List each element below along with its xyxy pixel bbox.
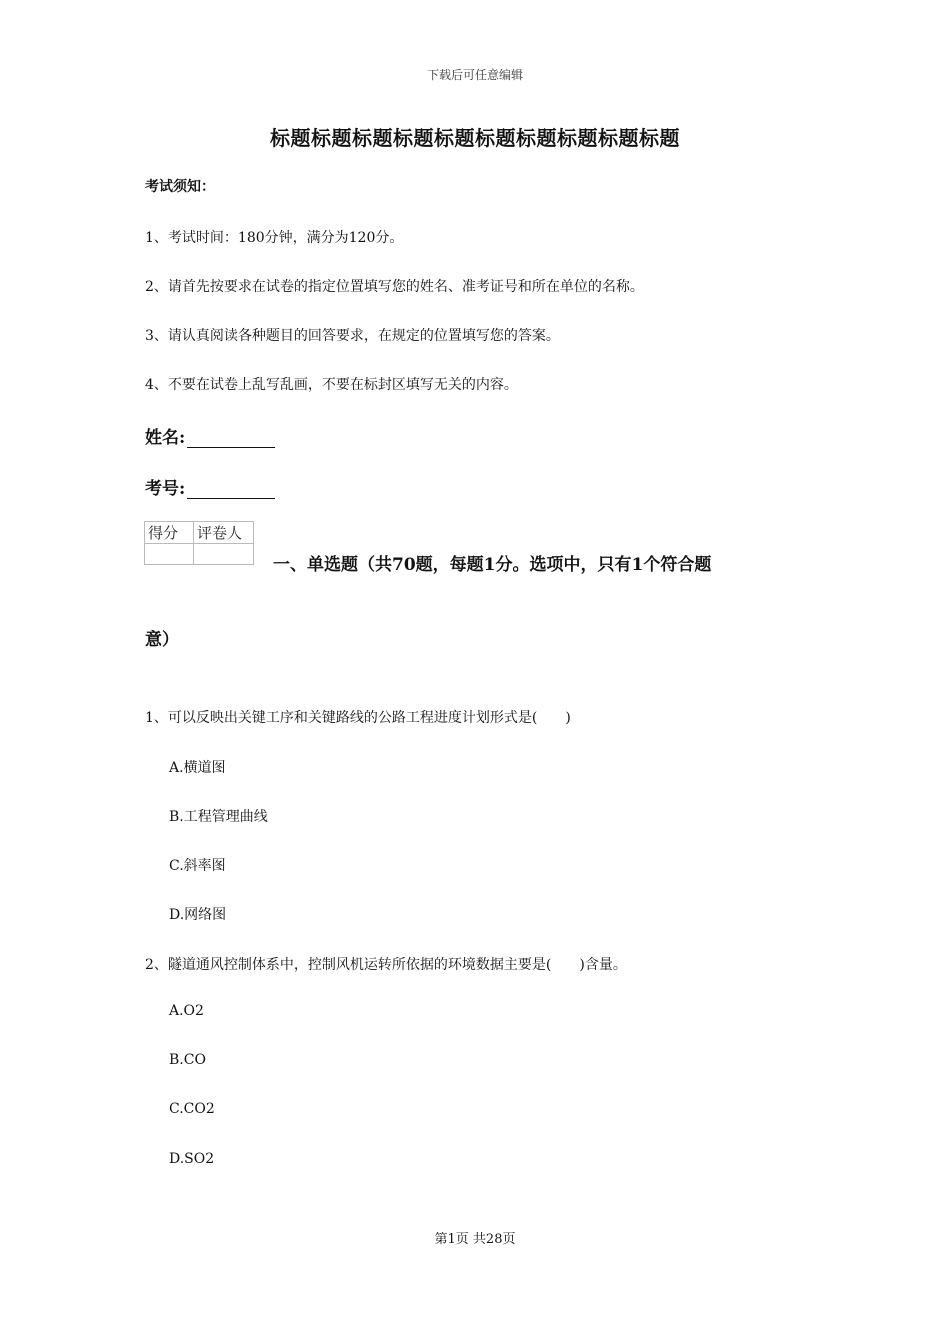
score-header: 得分	[145, 522, 194, 544]
score-cell[interactable]	[145, 544, 194, 565]
exam-id-field[interactable]	[145, 474, 275, 499]
exam-id-label: 考号:	[145, 479, 186, 499]
question-option: B.工程管理曲线	[169, 809, 268, 825]
page-footer: 第1页 共28页	[434, 1232, 516, 1247]
question-option: C.CO2	[169, 1101, 215, 1117]
question-option: D.SO2	[169, 1151, 215, 1167]
grader-header: 评卷人	[194, 522, 254, 544]
name-blank-line[interactable]	[187, 429, 275, 448]
notice-item: 2、请首先按要求在试卷的指定位置填写您的姓名、准考证号和所在单位的名称。	[145, 279, 644, 295]
question-option: C.斜率图	[169, 858, 226, 874]
question-option: A.O2	[169, 1003, 204, 1019]
notice-item: 3、请认真阅读各种题目的回答要求，在规定的位置填写您的答案。	[145, 328, 560, 344]
name-label: 姓名:	[145, 428, 186, 448]
section-heading-continued: 意）	[145, 630, 179, 650]
notice-item: 1、考试时间：180分钟，满分为120分。	[145, 230, 404, 246]
header-note: 下载后可任意编辑	[426, 68, 523, 82]
document-title: 标题标题标题标题标题标题标题标题标题标题	[270, 126, 680, 150]
name-field[interactable]	[145, 423, 275, 448]
exam-id-blank-line[interactable]	[187, 480, 275, 499]
question-option: D.网络图	[169, 907, 227, 923]
question-text: 1、可以反映出关键工序和关键路线的公路工程进度计划形式是( )	[145, 710, 571, 726]
notice-item: 4、不要在试卷上乱写乱画，不要在标封区填写无关的内容。	[145, 377, 518, 393]
question-option: A.横道图	[169, 760, 226, 776]
notice-heading: 考试须知：	[145, 179, 215, 195]
question-option: B.CO	[169, 1052, 206, 1068]
score-table	[144, 521, 254, 565]
grader-cell[interactable]	[194, 544, 254, 565]
section-heading: 一、单选题（共70题，每题1分。选项中，只有1个符合题	[273, 555, 712, 575]
question-text: 2、隧道通风控制体系中，控制风机运转所依据的环境数据主要是( )含量。	[145, 957, 627, 973]
